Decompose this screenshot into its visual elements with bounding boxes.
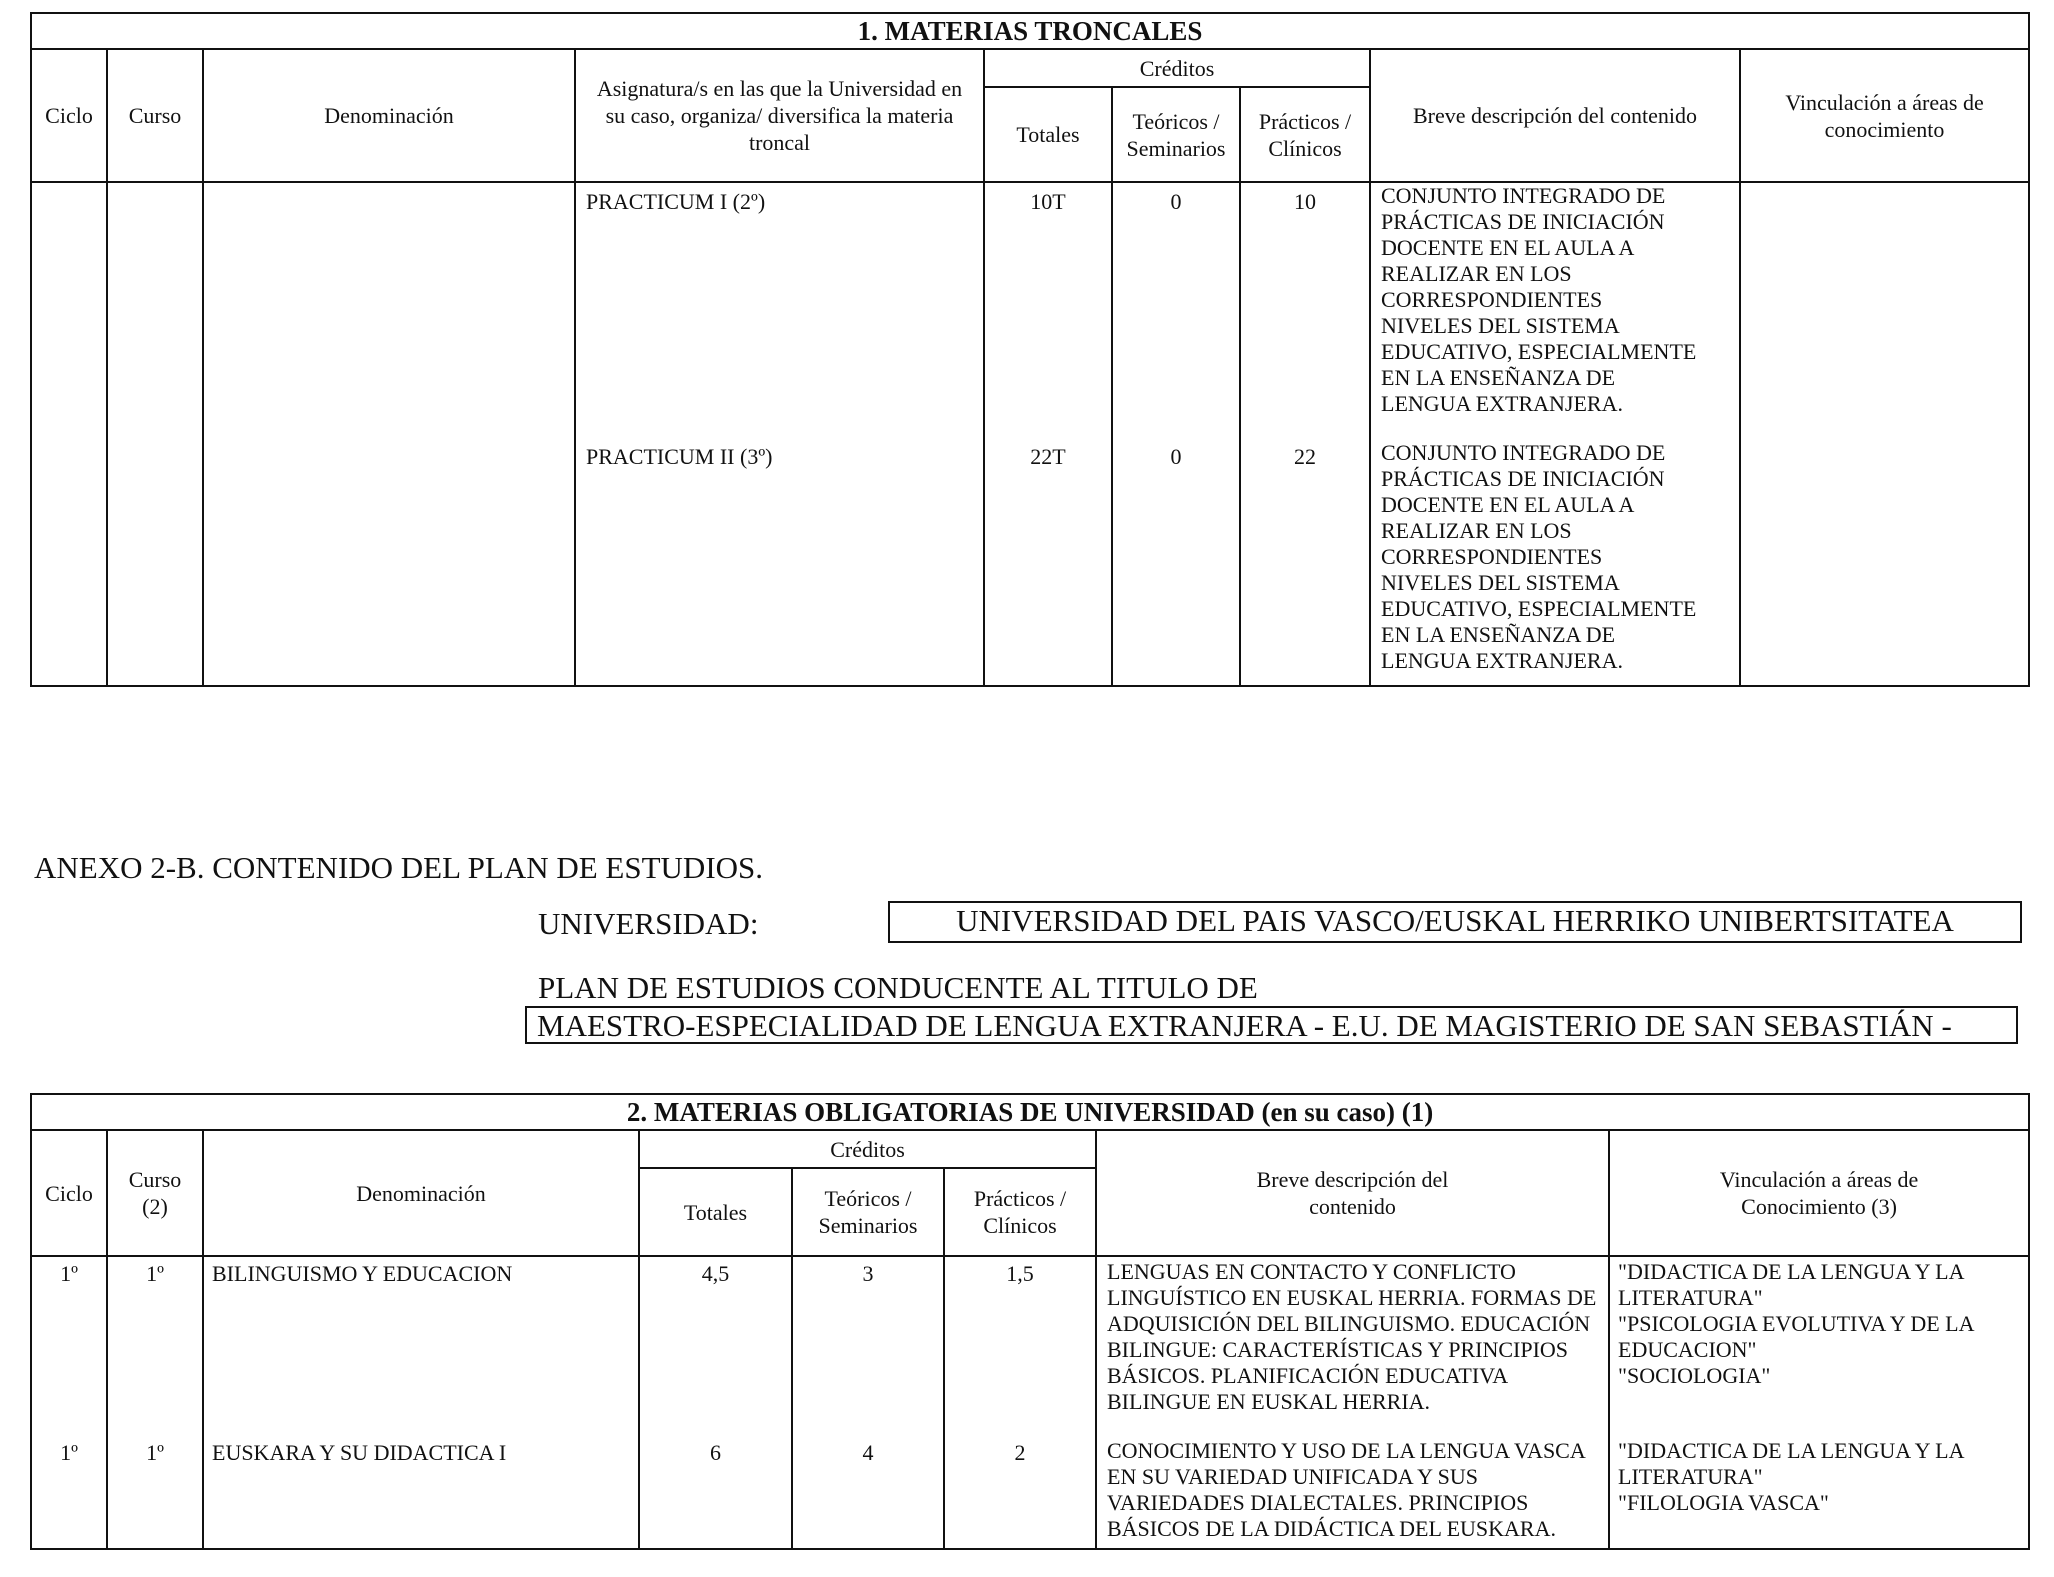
obligatorias-table (30, 1093, 2030, 1550)
plan-label: PLAN DE ESTUDIOS CONDUCENTE AL TITULO DE (538, 970, 1258, 1005)
col-descripcion: Breve descripción del contenido (1096, 1130, 1609, 1256)
teoricos-cell: 0 (1112, 440, 1240, 686)
col-vinculacion: Vinculación a áreas de conocimiento (1740, 49, 2029, 182)
descripcion-cell: CONJUNTO INTEGRADO DE PRÁCTICAS DE INICIACIÓN DOCENTE EN EL AULA A REALIZAR EN LOS CORRESPONDIENTES NIVELES DEL SISTEMA EDUCATIVO, ESPECIALMENTE EN LA ENSEÑANZA DE LENGUA EXTRANJERA. (1370, 440, 1740, 686)
denominacion-cell: BILINGUISMO Y EDUCACION (203, 1256, 639, 1436)
col-teoricos: Teóricos / Seminarios (792, 1168, 944, 1256)
col-vinculacion: Vinculación a áreas de Conocimiento (3) (1609, 1130, 2029, 1256)
practicos-cell: 1,5 (944, 1256, 1096, 1436)
totales-cell: 22T (984, 440, 1112, 686)
universidad-value: UNIVERSIDAD DEL PAIS VASCO/EUSKAL HERRIKO UNIBERTSITATEA (888, 901, 2022, 943)
teoricos-cell: 0 (1112, 182, 1240, 440)
annex-heading: ANEXO 2-B. CONTENIDO DEL PLAN DE ESTUDIOS. (34, 850, 764, 885)
col-asignatura: Asignatura/s en las que la Universidad en su caso, organiza/ diversifica la materia troncal (575, 49, 984, 182)
universidad-label: UNIVERSIDAD: (538, 906, 759, 941)
col-denominacion: Denominación (203, 1130, 639, 1256)
troncales-table (30, 12, 2030, 687)
col-descripcion: Breve descripción del contenido (1370, 49, 1740, 182)
table2-title: 2. MATERIAS OBLIGATORIAS DE UNIVERSIDAD (en su caso) (1) (31, 1094, 2029, 1130)
table-cell (31, 182, 107, 440)
col-creditos: Créditos (639, 1130, 1096, 1168)
teoricos-cell: 4 (792, 1436, 944, 1549)
vinculacion-cell (1609, 1436, 2029, 1549)
col-ciclo: Ciclo (31, 49, 107, 182)
vinculacion-cell (1740, 182, 2029, 440)
col-ciclo: Ciclo (31, 1130, 107, 1256)
teoricos-cell: 3 (792, 1256, 944, 1436)
descripcion-cell: CONJUNTO INTEGRADO DE PRÁCTICAS DE INICIACIÓN DOCENTE EN EL AULA A REALIZAR EN LOS CORRESPONDIENTES NIVELES DEL SISTEMA EDUCATIVO, ESPECIALMENTE EN LA ENSEÑANZA DE LENGUA EXTRANJERA. (1370, 182, 1740, 440)
col-practicos: Prácticos / Clínicos (1240, 87, 1370, 182)
col-denominacion: Denominación (203, 49, 575, 182)
table-cell (203, 182, 575, 440)
vinculacion-item: "FILOLOGIA VASCA" (1618, 1490, 1829, 1515)
descripcion-cell: CONOCIMIENTO Y USO DE LA LENGUA VASCA EN SU VARIEDAD UNIFICADA Y SUS VARIEDADES DIALECTALES. PRINCIPIOS BÁSICOS DE LA DIDÁCTICA DEL EUSKARA. (1096, 1436, 1609, 1549)
totales-cell: 10T (984, 182, 1112, 440)
col-curso: Curso (107, 49, 203, 182)
col-curso: Curso (2) (107, 1130, 203, 1256)
col-creditos: Créditos (984, 49, 1370, 87)
table-cell (203, 440, 575, 686)
table-cell (107, 182, 203, 440)
col-teoricos: Teóricos / Seminarios (1112, 87, 1240, 182)
col-practicos: Prácticos / Clínicos (944, 1168, 1096, 1256)
asignatura-cell: PRACTICUM II (3º) (575, 440, 984, 686)
col-totales: Totales (639, 1168, 792, 1256)
totales-cell: 4,5 (639, 1256, 792, 1436)
vinculacion-item: "DIDACTICA DE LA LENGUA Y LA LITERATURA" (1618, 1438, 1964, 1489)
vinculacion-cell (1740, 440, 2029, 686)
curso-cell: 1º (107, 1436, 203, 1549)
asignatura-cell: PRACTICUM I (2º) (575, 182, 984, 440)
denominacion-cell: EUSKARA Y SU DIDACTICA I (203, 1436, 639, 1549)
curso-cell: 1º (107, 1256, 203, 1436)
ciclo-cell: 1º (31, 1436, 107, 1549)
totales-cell: 6 (639, 1436, 792, 1549)
table1-title: 1. MATERIAS TRONCALES (31, 13, 2029, 49)
vinculacion-cell (1609, 1256, 2029, 1436)
vinculacion-item: "PSICOLOGIA EVOLUTIVA Y DE LA EDUCACION" (1618, 1311, 1974, 1362)
table-cell (31, 440, 107, 686)
practicos-cell: 22 (1240, 440, 1370, 686)
ciclo-cell: 1º (31, 1256, 107, 1436)
vinculacion-item: "SOCIOLOGIA" (1618, 1363, 1771, 1388)
descripcion-cell: LENGUAS EN CONTACTO Y CONFLICTO LINGUÍSTICO EN EUSKAL HERRIA. FORMAS DE ADQUISICIÓN DEL BILINGUISMO. EDUCACIÓN BILINGUE: CARACTERÍSTICAS Y PRINCIPIOS BÁSICOS. PLANIFICACIÓN EDUCATIVA BILINGUE EN EUSKAL HERRIA. (1096, 1256, 1609, 1436)
practicos-cell: 10 (1240, 182, 1370, 440)
plan-value: MAESTRO-ESPECIALIDAD DE LENGUA EXTRANJERA - E.U. DE MAGISTERIO DE SAN SEBASTIÁN - (525, 1006, 2018, 1044)
table-cell (107, 440, 203, 686)
vinculacion-item: "DIDACTICA DE LA LENGUA Y LA LITERATURA" (1618, 1259, 1964, 1310)
col-totales: Totales (984, 87, 1112, 182)
practicos-cell: 2 (944, 1436, 1096, 1549)
